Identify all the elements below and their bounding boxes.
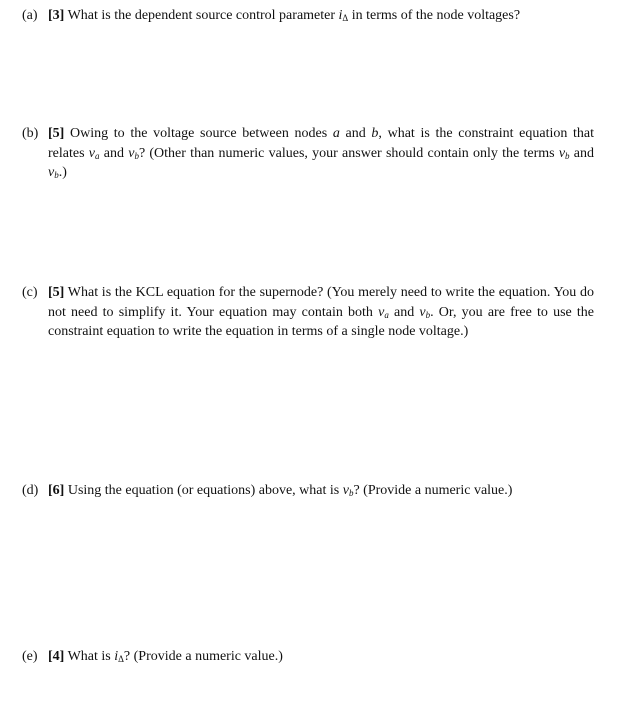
question-d: [22, 481, 594, 501]
question-c: [22, 283, 594, 342]
question-b: [22, 124, 594, 183]
question-label: (c): [22, 285, 38, 300]
question-text: [5] What is the KCL equation for the supernode? (You merely need to write the equation. You do not need to simplify it. Your equation may contain both $v_a$ and $v_b$. Or, you are free to use the constraint equation to write the equation in terms of a single node voltage.): [48, 285, 594, 339]
points: [3]: [48, 8, 65, 23]
points: [5]: [48, 285, 65, 300]
points: [5]: [48, 126, 65, 141]
question-text: [4] What is $i_\Delta$? (Provide a numeric value.): [48, 649, 283, 664]
question-a: [22, 6, 594, 26]
question-label: (d): [22, 483, 39, 498]
question-text: [5] Owing to the voltage source between nodes a and b, what is the constraint equation that relates $v_a$ and $v_b$? (Other than numeric values, your answer should contain only the terms $v_b$ and $v_b$.): [48, 126, 595, 180]
question-label: (b): [22, 126, 39, 141]
points: [4]: [48, 649, 65, 664]
points: [6]: [48, 483, 65, 498]
question-text: [3] What is the dependent source control parameter $i_\Delta$ in terms of the node voltages?: [48, 8, 521, 23]
question-label: (a): [22, 8, 38, 23]
question-label: (e): [22, 649, 38, 664]
question-e: [22, 647, 594, 667]
question-text: [6] Using the equation (or equations) above, what is $v_b$? (Provide a numeric value.): [48, 483, 513, 498]
